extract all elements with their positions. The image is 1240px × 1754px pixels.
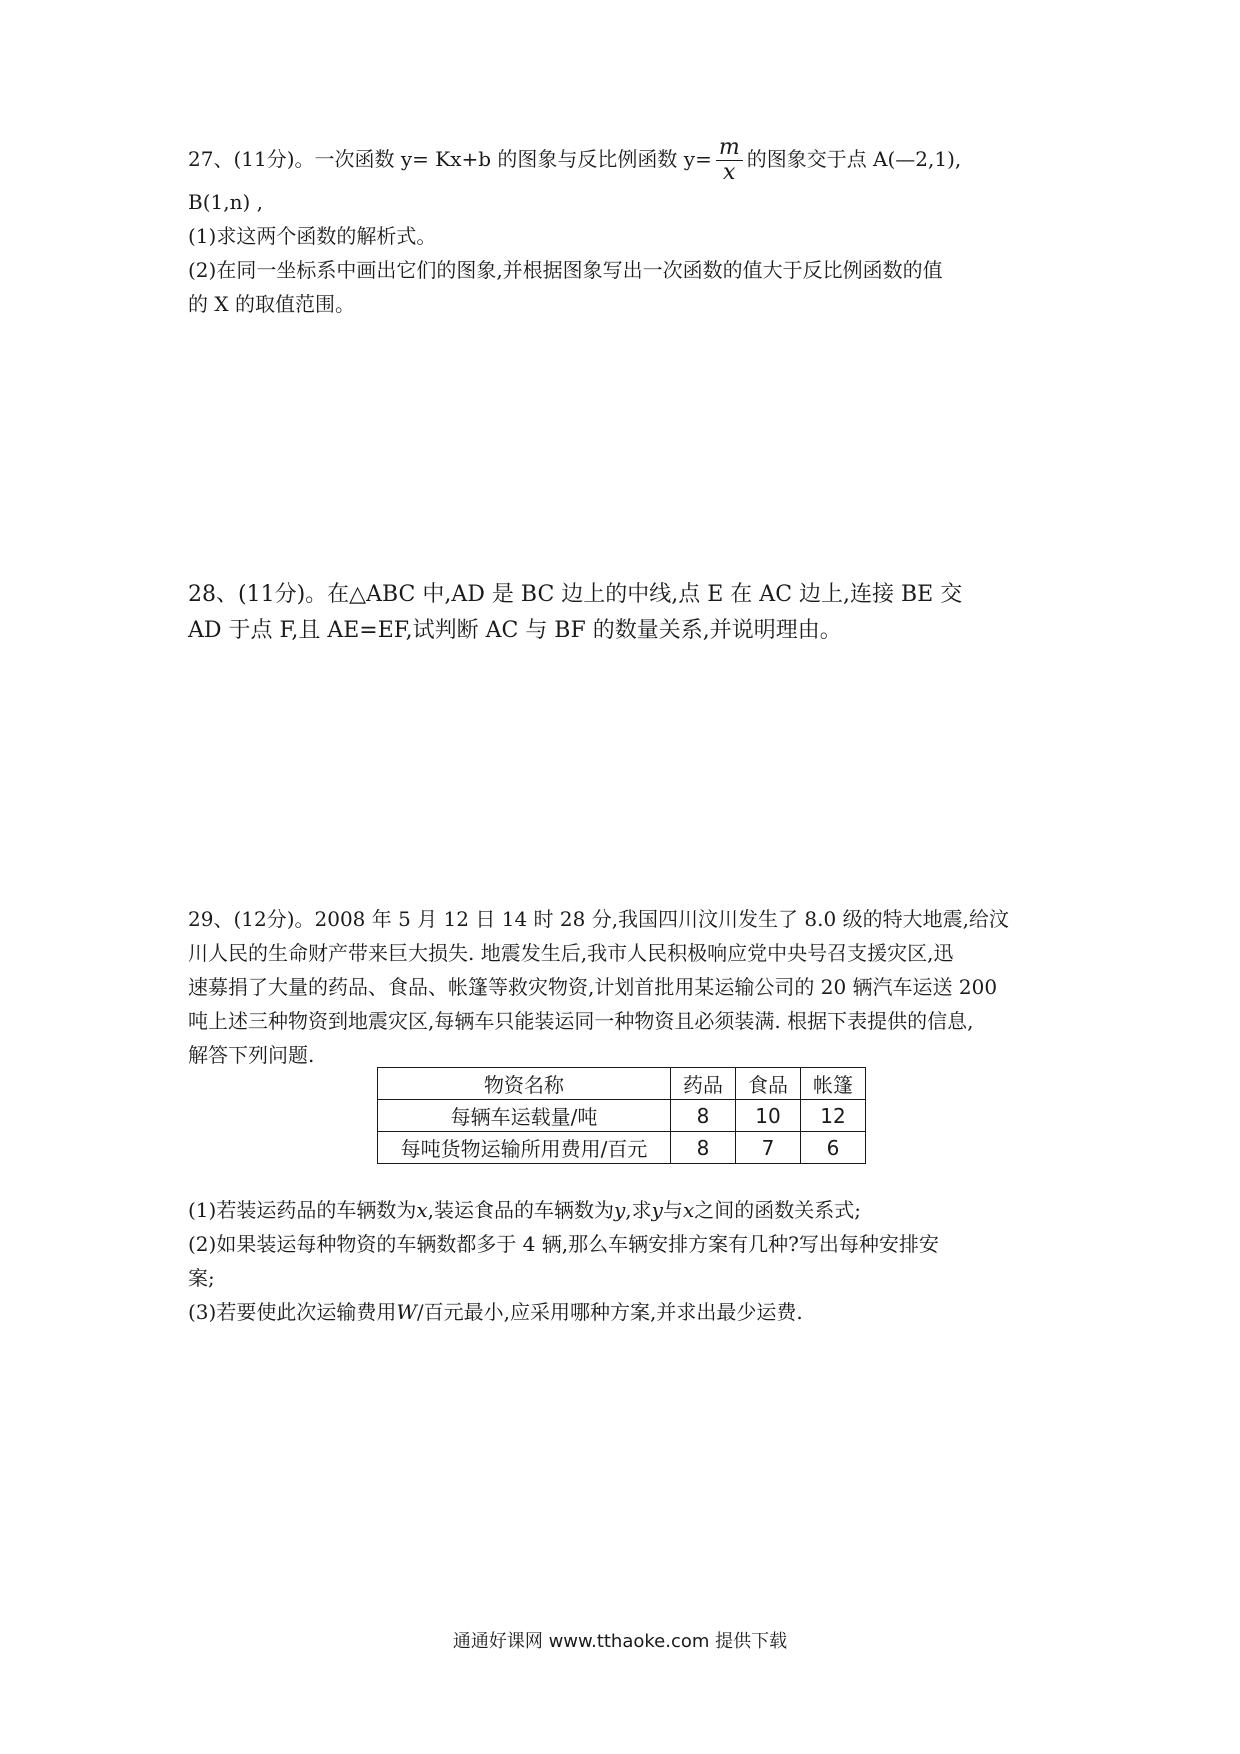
table-cell: 12 [801, 1100, 866, 1132]
table-header-cell: 食品 [736, 1068, 801, 1100]
table-row [378, 1068, 866, 1100]
q29-part3: (3)若要使此次运输费用W/百元最小,应采用哪种方案,并求出最少运费. [188, 1300, 803, 1324]
table-cell: 8 [671, 1132, 736, 1164]
table-cell: 每吨货物运输所用费用/百元 [378, 1132, 671, 1164]
q29-line: 29、(12分)。2008 年 5 月 12 日 14 时 28 分,我国四川汶川发生了 8.0 级的特大地震,给汶 [188, 907, 1009, 931]
q27-line1: 27、(11分)。一次函数 y= Kx+b 的图象与反比例函数 y= $\frac{m}{x}$ 的图象交于点 A(—2,1), [188, 135, 962, 185]
table-row [378, 1132, 866, 1164]
table-cell: 每辆车运载量/吨 [378, 1100, 671, 1132]
question-27 [188, 136, 1060, 321]
q29-line: 解答下列问题. [188, 1043, 315, 1067]
q29-part2-line1: (2)如果装运每种物资的车辆数都多于 4 辆,那么车辆安排方案有几种?写出每种安排安 [188, 1232, 939, 1256]
table-cell: 6 [801, 1132, 866, 1164]
table-row [378, 1100, 866, 1132]
q27-line2: B(1,n) , [188, 190, 263, 214]
q29-part2-line2: 案; [188, 1266, 215, 1290]
question-29-parts [188, 1193, 1060, 1329]
table-header-cell: 物资名称 [378, 1068, 671, 1100]
q27-part2-line2: 的 X 的取值范围。 [188, 292, 355, 316]
page-footer: 通通好课网 www.tthaoke.com 提供下载 [452, 1631, 788, 1652]
question-29 [188, 902, 1060, 1072]
question-28 [188, 577, 1060, 649]
q28-line2: AD 于点 F,且 AE=EF,试判断 AC 与 BF 的数量关系,并说明理由。 [188, 618, 842, 643]
fraction-m-over-x: $\frac{m}{x}$ [716, 136, 743, 185]
supplies-table [377, 1067, 866, 1164]
q27-part2-line1: (2)在同一坐标系中画出它们的图象,并根据图象写出一次函数的值大于反比例函数的值 [188, 258, 943, 282]
q27-part1: (1)求这两个函数的解析式。 [188, 224, 437, 248]
table-header-cell: 帐篷 [801, 1068, 866, 1100]
q29-line: 吨上述三种物资到地震灾区,每辆车只能装运同一种物资且必须装满. 根据下表提供的信息, [188, 1009, 974, 1033]
table-cell: 10 [736, 1100, 801, 1132]
q29-line: 川人民的生命财产带来巨大损失. 地震发生后,我市人民积极响应党中央号召支援灾区,迅 [188, 941, 954, 965]
q28-line1: 28、(11分)。在△ABC 中,AD 是 BC 边上的中线,点 E 在 AC 边上,连接 BE 交 [188, 582, 963, 607]
q29-line: 速募捐了大量的药品、食品、帐篷等救灾物资,计划首批用某运输公司的 20 辆汽车运送 200 [188, 975, 998, 999]
table-header-cell: 药品 [671, 1068, 736, 1100]
q29-part1: (1)若装运药品的车辆数为x,装运食品的车辆数为y,求y与x之间的函数关系式; [188, 1198, 861, 1222]
table-cell: 8 [671, 1100, 736, 1132]
table-cell: 7 [736, 1132, 801, 1164]
